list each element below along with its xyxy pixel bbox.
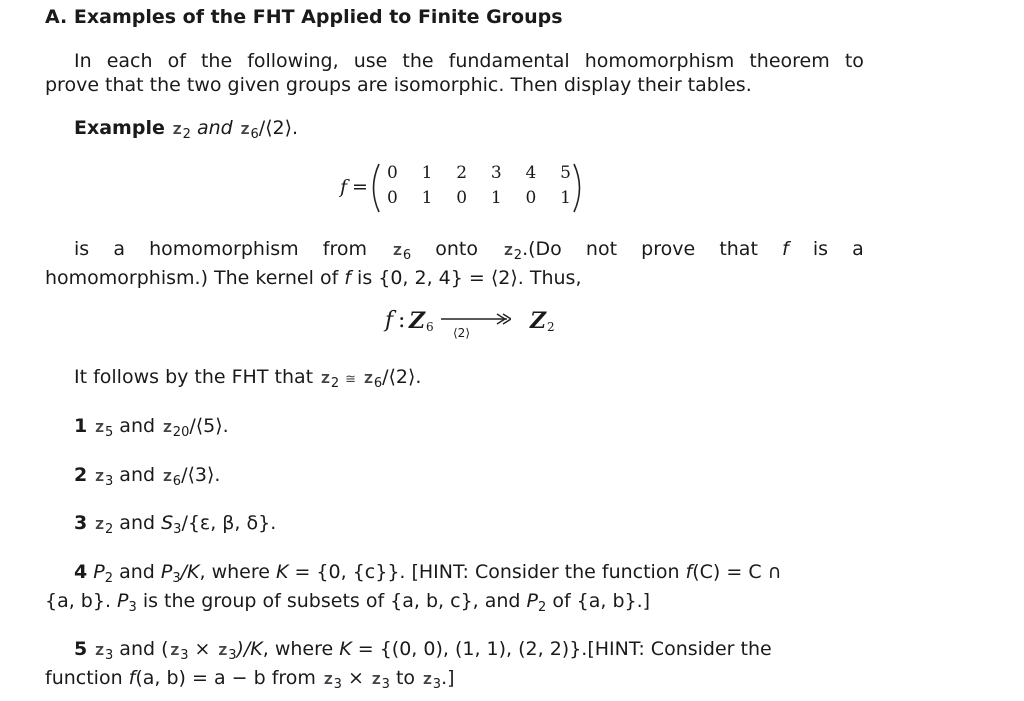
intro-line-1 [74,50,864,72]
matrix-entry: 1 [490,188,502,208]
matrix-entry: 0 [387,188,398,208]
intro-word: the [200,50,233,72]
matrix-entry: 0 [525,188,537,208]
intro-word: each [106,50,153,72]
intro-word: homomorphism [584,50,735,72]
quotient-map: f : Z 6 ⟨2⟩ Z 2 [385,308,555,340]
exercise-3: 3 $Z_2$ and $S_3/\{\varepsilon$, β, δ}. [74,512,277,537]
matrix-top-row [387,163,571,183]
intro-word: the [402,50,434,72]
matrix-entry: 4 [525,163,537,183]
intro-word: use [353,50,388,72]
exercise-1: 1 $Z_5$ and $Z_{20}/⟨5⟩$. [74,415,229,440]
matrix-entry: 0 [456,188,468,208]
integers-symbol: Z [321,372,330,386]
intro-word: theorem [749,50,830,72]
left-paren [367,162,381,214]
exercise-2: 2 $Z_3$ and $Z_6/⟨3⟩$. [74,464,221,489]
function-name: f [340,176,348,198]
intro-word: following, [247,50,339,72]
exercise-4-line-2: {a, b}. $P_3$ is the group of subsets of {a, b, c}, and $P_2$ of {a, b}.] [45,590,651,615]
section-heading: A. Examples of the FHT Applied to Finite Groups [45,6,563,28]
example-line: Example $Z_2$ and $Z_6/⟨2⟩$. [74,117,299,142]
exercise-5-line-2: function f(a, b) = a − b from $Z_3 \times Z_3$ to $Z_3$.] [45,667,455,692]
homomorphism-paragraph-line-2: homomorphism.) The kernel of f is {0, 2, 4} = ⟨2⟩. Thus, [45,267,582,289]
matrix-entry: 0 [387,163,398,183]
matrix-entry: 1 [421,163,433,183]
matrix-entry: 1 [421,188,433,208]
intro-word: to [844,50,864,72]
intro-word: In [74,50,92,72]
conclusion-line: It follows by the FHT that $Z_2$ ≅ $Z_6/⟨2⟩$. [74,366,422,391]
intro-line-2: prove that the two given groups are isomorphic. Then display their tables. [45,74,752,96]
integers-symbol: Z [240,123,250,137]
matrix-bottom-row [387,188,571,208]
exercise-4-line-1: 4 $P_2$ and $P_3/K$, where K = {0, {c}}. [HINT: Consider the function f(C) = C ∩ [74,561,782,586]
homomorphism-paragraph-line-1: is a homomorphism from $Z_6$ onto $Z_2.(Do$ not prove that f is a [74,238,864,263]
matrix-entry: 1 [560,188,571,208]
example-label: Example [74,117,165,139]
exercise-5-line-1: 5 $Z_3$ and ( $Z_3 \times Z_3)/K$, where K = {(0, 0), (1, 1), (2, 2)}.[HINT: Consider the [74,638,772,663]
right-paren [572,162,586,214]
integers-symbol: Z [364,372,373,386]
surjection-arrow [441,312,511,326]
integers-symbol: Z [504,244,513,258]
matrix-entry: 2 [456,163,468,183]
integers-symbol: Z [172,123,182,137]
intro-word: fundamental [448,50,570,72]
integers-symbol: Z [393,244,402,258]
intro-word: of [167,50,186,72]
function-matrix: f = 0 1 2 3 4 5 0 1 0 1 0 1 [340,160,610,216]
matrix-entry: 3 [490,163,502,183]
matrix-entry: 5 [560,163,571,183]
